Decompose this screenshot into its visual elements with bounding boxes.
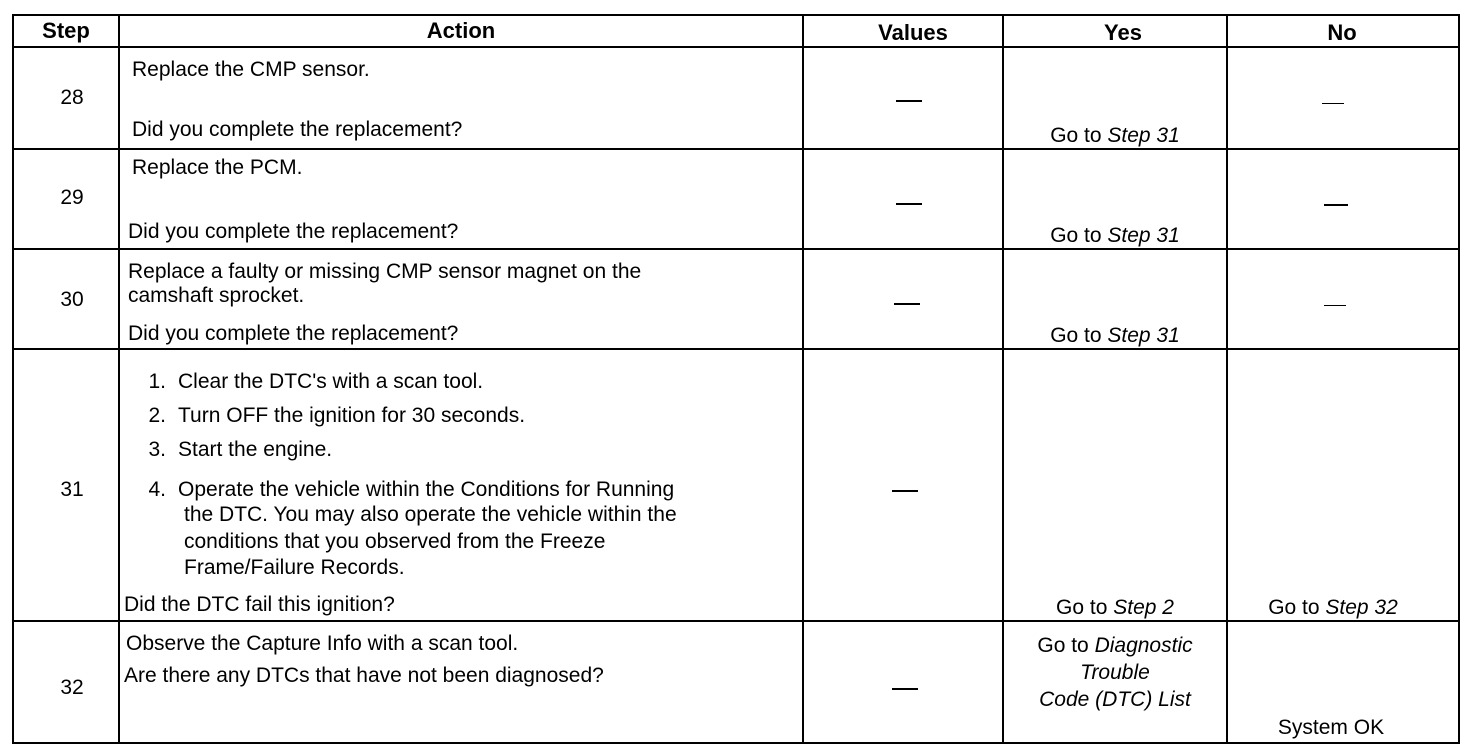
go-to-label: Go to	[1056, 596, 1114, 619]
step-number: 31	[60, 478, 84, 501]
list-text: Operate the vehicle within the Conditions for Running	[178, 478, 675, 501]
action-text: Replace the CMP sensor.	[132, 58, 370, 81]
no-dash	[1324, 204, 1348, 206]
header-step: Step	[42, 18, 90, 43]
row-29-values-cell	[802, 148, 1004, 250]
list-text: Start the engine.	[178, 438, 333, 461]
go-to-label: Go to	[1050, 324, 1108, 347]
list-text-continued: conditions that you observed from the Freeze	[184, 530, 606, 553]
action-question: Did you complete the replacement?	[132, 118, 463, 141]
values-dash	[896, 203, 922, 205]
no-link-text[interactable]	[1226, 596, 1440, 620]
header-yes: Yes	[1104, 20, 1142, 45]
action-question: Did you complete the replacement?	[128, 220, 459, 243]
no-dash	[1322, 103, 1344, 104]
row-31-values-cell	[802, 348, 1004, 622]
yes-link-text[interactable]	[1002, 224, 1228, 248]
step-number: 32	[60, 676, 84, 699]
row-31-yes-cell	[1002, 348, 1228, 622]
list-number: 4.	[148, 478, 166, 501]
step-link[interactable]: Step 32	[1325, 596, 1398, 619]
step-link[interactable]: Step 31	[1107, 124, 1180, 147]
step-number: 30	[60, 288, 84, 311]
row-29-no-cell	[1226, 148, 1460, 250]
yes-link-text[interactable]	[1002, 324, 1228, 348]
header-no: No	[1327, 20, 1357, 45]
step-link[interactable]: Step 2	[1113, 596, 1174, 619]
action-text: Replace the PCM.	[132, 156, 303, 179]
yes-link-text[interactable]	[1002, 124, 1228, 148]
no-result-text: System OK	[1277, 716, 1385, 739]
header-values: Values	[878, 20, 948, 45]
values-dash	[892, 490, 918, 492]
list-text-continued: the DTC. You may also operate the vehicle within the	[184, 503, 677, 526]
diagnostic-link-continued[interactable]: Code (DTC) List	[1039, 688, 1191, 711]
yes-link-text[interactable]	[1002, 596, 1228, 620]
action-text-continued: camshaft sprocket.	[128, 284, 305, 307]
action-question: Did the DTC fail this ignition?	[124, 593, 395, 616]
step-number: 28	[60, 86, 84, 109]
no-dash	[1324, 305, 1346, 306]
action-text: Replace a faulty or missing CMP sensor magnet on the	[128, 260, 642, 283]
list-text-continued: Frame/Failure Records.	[184, 556, 405, 579]
action-text: Observe the Capture Info with a scan tool.	[126, 632, 519, 655]
values-dash	[894, 303, 920, 305]
list-text: Clear the DTC's with a scan tool.	[178, 370, 484, 393]
row-28-no-cell	[1226, 46, 1460, 150]
go-to-label: Go to	[1268, 596, 1326, 619]
diagnostic-link-continued[interactable]: Trouble	[1080, 661, 1150, 684]
yes-link-text[interactable]	[1002, 634, 1228, 658]
row-30-no-cell	[1226, 248, 1460, 350]
header-action: Action	[426, 18, 496, 43]
go-to-label: Go to	[1050, 124, 1108, 147]
values-dash	[892, 688, 918, 690]
go-to-label: Go to	[1050, 224, 1108, 247]
row-31-no-cell	[1226, 348, 1460, 622]
step-number: 29	[60, 186, 84, 209]
list-item	[132, 370, 483, 394]
go-to-label: Go to	[1037, 634, 1095, 657]
step-link[interactable]: Step 31	[1107, 224, 1180, 247]
step-link[interactable]: Step 31	[1107, 324, 1180, 347]
list-item	[132, 478, 674, 502]
action-question: Are there any DTCs that have not been diagnosed?	[124, 664, 604, 687]
row-32-values-cell	[802, 620, 1004, 744]
list-number: 1.	[148, 370, 166, 393]
list-number: 3.	[148, 438, 166, 461]
row-30-values-cell	[802, 248, 1004, 350]
list-number: 2.	[148, 404, 166, 427]
diagnostic-link[interactable]: Diagnostic	[1094, 634, 1193, 657]
list-text: Turn OFF the ignition for 30 seconds.	[178, 404, 526, 427]
row-28-values-cell	[802, 46, 1004, 150]
list-item	[132, 438, 332, 462]
list-item	[132, 404, 525, 428]
action-question: Did you complete the replacement?	[128, 322, 459, 345]
values-dash	[896, 100, 922, 102]
